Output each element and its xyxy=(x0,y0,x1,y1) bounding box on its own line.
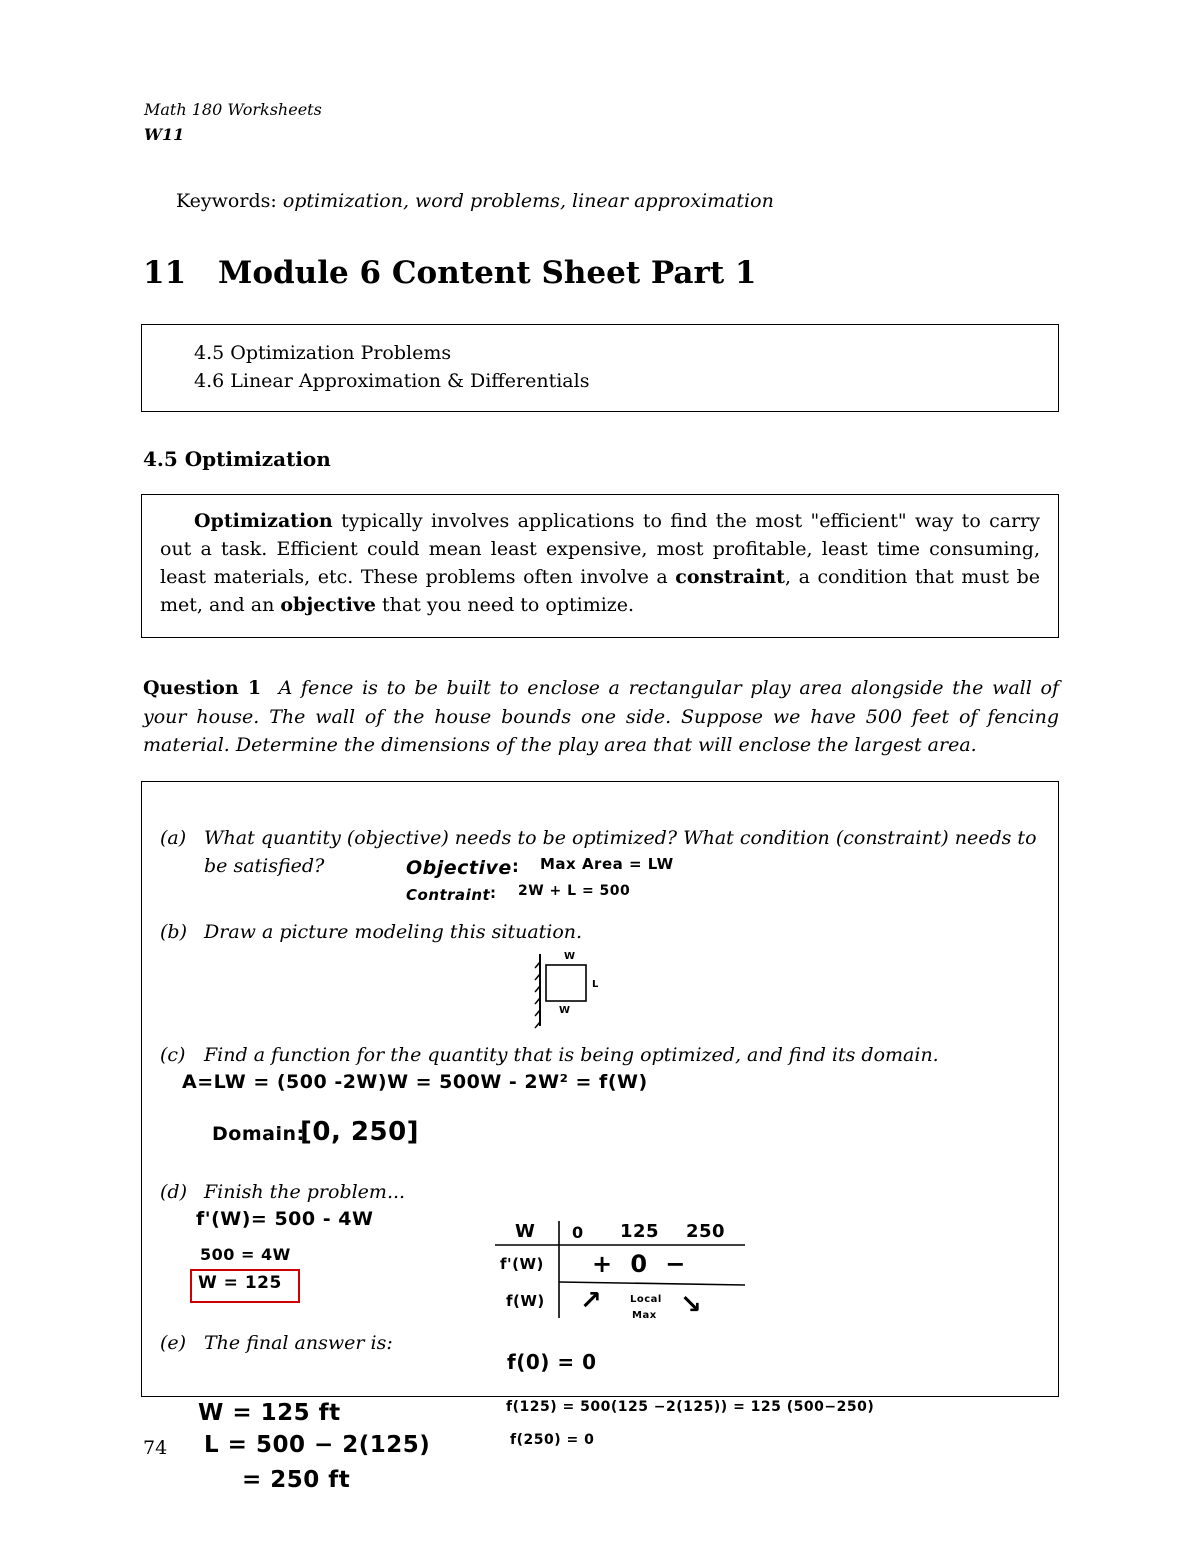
hw-sign-fprime: f'(W) xyxy=(500,1255,544,1273)
section-heading: 4.5 Optimization xyxy=(143,447,331,471)
hw-colon: : xyxy=(512,857,520,877)
definition-text: , a condition that must be met, and an xyxy=(160,566,1040,616)
hw-objective-value: Max Area = LW xyxy=(540,855,674,873)
hw-sign-w: W xyxy=(515,1221,536,1242)
hw-domain-label: Domain: xyxy=(212,1123,305,1145)
hw-constraint-value: 2W + L = 500 xyxy=(518,883,631,899)
hw-f250: f(250) = 0 xyxy=(510,1432,595,1448)
course-title: Math 180 Worksheets xyxy=(144,100,322,119)
part-d xyxy=(160,1178,405,1206)
hw-objective-label: Objective xyxy=(406,857,512,879)
hw-colon: : xyxy=(490,884,497,902)
part-label: (d) xyxy=(160,1181,187,1203)
hw-function: A=LW = (500 -2W)W = 500W - 2W² = f(W) xyxy=(182,1071,648,1093)
part-e xyxy=(160,1329,393,1357)
definition-text: typically involves applications to find the most "efficient" way to carry out a task. Efficient could mean least expensive, most profitable, least time consuming, least materials, etc. These problems often involve a xyxy=(160,510,1040,588)
part-text: Draw a picture modeling this situation. xyxy=(204,921,583,943)
hw-constraint-label: Contraint xyxy=(406,886,491,904)
part-label: (b) xyxy=(160,921,187,943)
hw-answer-l: L = 500 − 2(125) xyxy=(204,1432,431,1458)
hw-fig-w-bottom: W xyxy=(559,1005,571,1016)
title-number: 11 xyxy=(143,255,187,291)
hw-sign-fprime-values: + 0 − xyxy=(592,1250,686,1278)
question-text: A fence is to be built to enclose a rectangular play area alongside the wall of your house. The wall of the house bounds one side. Suppose we have 500 feet of fencing material. Determine the dimensions of the play area that will enclose the largest area. xyxy=(143,677,1059,756)
hw-critical-point: W = 125 xyxy=(198,1273,282,1293)
hw-derivative: f'(W)= 500 - 4W xyxy=(196,1208,374,1230)
hw-sign-f: f(W) xyxy=(506,1292,545,1310)
constraint-term: constraint xyxy=(675,566,785,588)
keywords-line xyxy=(176,190,774,212)
hw-max: Max xyxy=(632,1310,657,1321)
hw-answer-l-value: = 250 ft xyxy=(242,1467,351,1493)
hw-answer-w: W = 125 ft xyxy=(198,1400,341,1426)
topic-item: 4.6 Linear Approximation & Differentials xyxy=(194,370,590,392)
keywords-label: Keywords: xyxy=(176,190,277,212)
part-label: (e) xyxy=(160,1332,187,1354)
hw-equation: 500 = 4W xyxy=(200,1245,291,1264)
definition-paragraph xyxy=(160,507,1040,619)
part-label: (a) xyxy=(160,827,187,849)
sheet-id: W11 xyxy=(144,125,185,144)
keywords-terms: optimization, word problems, linear approximation xyxy=(282,190,774,212)
part-b xyxy=(160,918,582,946)
definition-term: Optimization xyxy=(194,510,333,532)
part-text: Finish the problem... xyxy=(204,1181,406,1203)
hw-sign-val: 0 xyxy=(572,1223,584,1242)
definition-text: that you need to optimize. xyxy=(375,594,635,616)
page-title xyxy=(143,255,757,291)
hw-fig-l: L xyxy=(592,979,599,990)
increasing-arrow-icon: ↗ xyxy=(580,1286,603,1316)
objective-term: objective xyxy=(280,594,376,616)
topic-item: 4.5 Optimization Problems xyxy=(194,342,452,364)
part-text: Find a function for the quantity that is being optimized, and find its domain. xyxy=(204,1044,939,1066)
hw-f125: f(125) = 500(125 −2(125)) = 125 (500−250) xyxy=(506,1399,875,1415)
question-label: Question 1 xyxy=(143,677,262,699)
part-text: What quantity (objective) needs to be optimized? What condition (constraint) needs to be satisfied? xyxy=(204,827,1037,877)
fence-diagram xyxy=(528,950,608,1030)
question-1 xyxy=(143,674,1059,760)
hw-sign-val: 125 xyxy=(620,1221,660,1242)
hw-f0: f(0) = 0 xyxy=(507,1350,597,1374)
hw-fig-w-top: W xyxy=(564,951,576,962)
hw-local: Local xyxy=(630,1294,662,1305)
hw-domain-value: [0, 250] xyxy=(300,1117,420,1147)
title-text: Module 6 Content Sheet Part 1 xyxy=(218,255,757,291)
decreasing-arrow-icon: ↘ xyxy=(680,1290,703,1320)
definition-box xyxy=(141,494,1059,638)
part-text: The final answer is: xyxy=(204,1332,393,1354)
part-label: (c) xyxy=(160,1044,186,1066)
page-number: 74 xyxy=(143,1437,168,1459)
hw-sign-val: 250 xyxy=(686,1221,726,1242)
part-c xyxy=(160,1041,939,1069)
topics-box xyxy=(141,324,1059,412)
